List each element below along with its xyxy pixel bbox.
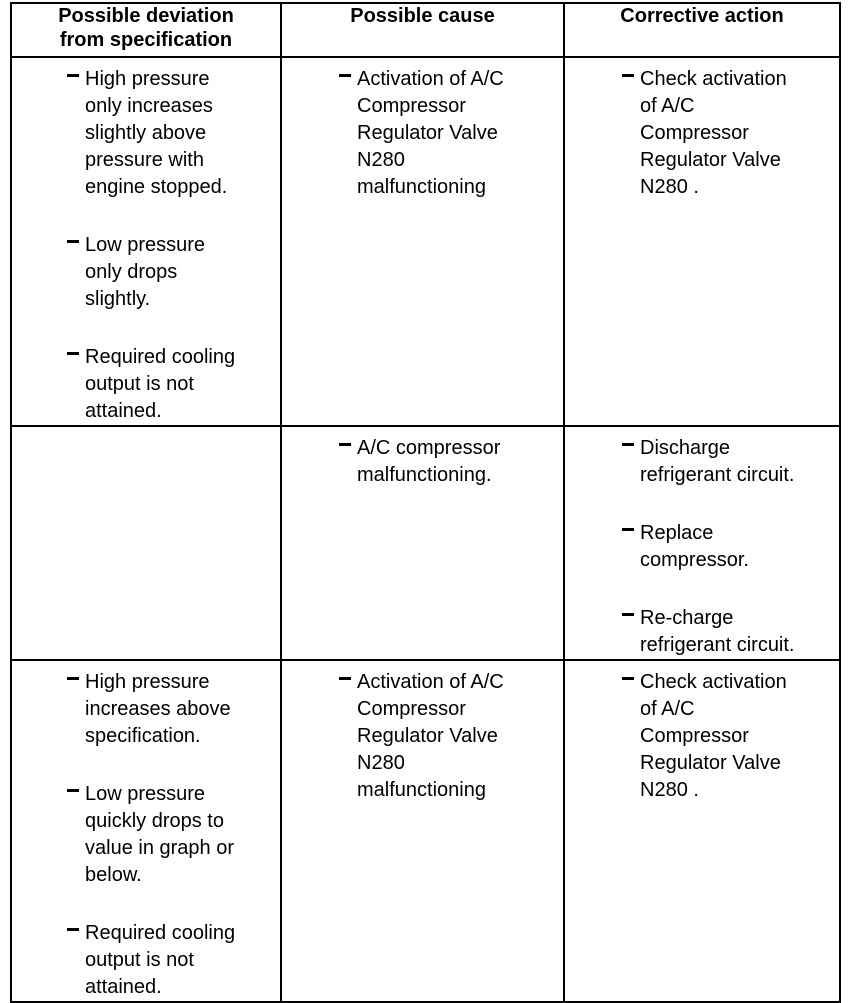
dash-bullet-icon bbox=[67, 677, 79, 680]
item-text: Discharge refrigerant circuit. bbox=[640, 437, 795, 486]
item-text: Re-charge refrigerant circuit. bbox=[640, 607, 795, 656]
list-item bbox=[67, 344, 276, 425]
header-action: Corrective action bbox=[564, 3, 840, 57]
action-cell bbox=[564, 57, 840, 426]
list-item bbox=[622, 669, 835, 804]
item-text: Required cooling output is not attained. bbox=[85, 346, 236, 422]
cause-cell bbox=[281, 57, 564, 426]
list-item bbox=[67, 669, 276, 750]
dash-bullet-icon bbox=[622, 528, 634, 531]
diagnosis-table bbox=[10, 2, 841, 1003]
dash-bullet-icon bbox=[67, 352, 79, 355]
table-row bbox=[11, 57, 840, 426]
list-item bbox=[339, 669, 557, 804]
list-item bbox=[622, 520, 835, 574]
dash-bullet-icon bbox=[67, 74, 79, 77]
header-deviation: Possible deviation from specification bbox=[11, 3, 281, 57]
list-item bbox=[339, 435, 557, 489]
list-item bbox=[67, 66, 276, 201]
dash-bullet-icon bbox=[622, 677, 634, 680]
item-text: A/C compressor malfunctioning. bbox=[357, 437, 501, 486]
dash-bullet-icon bbox=[622, 613, 634, 616]
item-text: Check activation of A/C Compressor Regulator Valve N280 . bbox=[640, 671, 787, 801]
item-text: Check activation of A/C Compressor Regulator Valve N280 . bbox=[640, 68, 787, 198]
list-item bbox=[67, 232, 276, 313]
dash-bullet-icon bbox=[622, 74, 634, 77]
item-text: High pressure only increases slightly above pressure with engine stopped. bbox=[85, 68, 228, 198]
dash-bullet-icon bbox=[339, 677, 351, 680]
dash-bullet-icon bbox=[67, 789, 79, 792]
list-item bbox=[67, 920, 276, 1001]
list-item bbox=[339, 66, 557, 201]
dash-bullet-icon bbox=[339, 443, 351, 446]
table-row bbox=[11, 426, 840, 660]
cause-cell bbox=[281, 426, 564, 660]
dash-bullet-icon bbox=[339, 74, 351, 77]
dash-bullet-icon bbox=[67, 928, 79, 931]
list-item bbox=[622, 66, 835, 201]
deviation-cell bbox=[11, 426, 281, 660]
cause-cell bbox=[281, 660, 564, 1002]
item-text: Activation of A/C Compressor Regulator Valve N280 malfunctioning bbox=[357, 68, 504, 198]
item-text: Activation of A/C Compressor Regulator Valve N280 malfunctioning bbox=[357, 671, 504, 801]
item-text: Required cooling output is not attained. bbox=[85, 922, 236, 998]
deviation-cell bbox=[11, 660, 281, 1002]
deviation-cell bbox=[11, 57, 281, 426]
table-header bbox=[11, 3, 840, 57]
list-item bbox=[622, 605, 835, 659]
list-item bbox=[622, 435, 835, 489]
item-text: Replace compressor. bbox=[640, 522, 749, 571]
dash-bullet-icon bbox=[622, 443, 634, 446]
item-text: High pressure increases above specification. bbox=[85, 671, 231, 747]
dash-bullet-icon bbox=[67, 240, 79, 243]
header-cause: Possible cause bbox=[281, 3, 564, 57]
list-item bbox=[67, 781, 276, 889]
action-cell bbox=[564, 426, 840, 660]
item-text: Low pressure quickly drops to value in graph or below. bbox=[85, 783, 234, 886]
action-cell bbox=[564, 660, 840, 1002]
table-row bbox=[11, 660, 840, 1002]
item-text: Low pressure only drops slightly. bbox=[85, 234, 206, 310]
